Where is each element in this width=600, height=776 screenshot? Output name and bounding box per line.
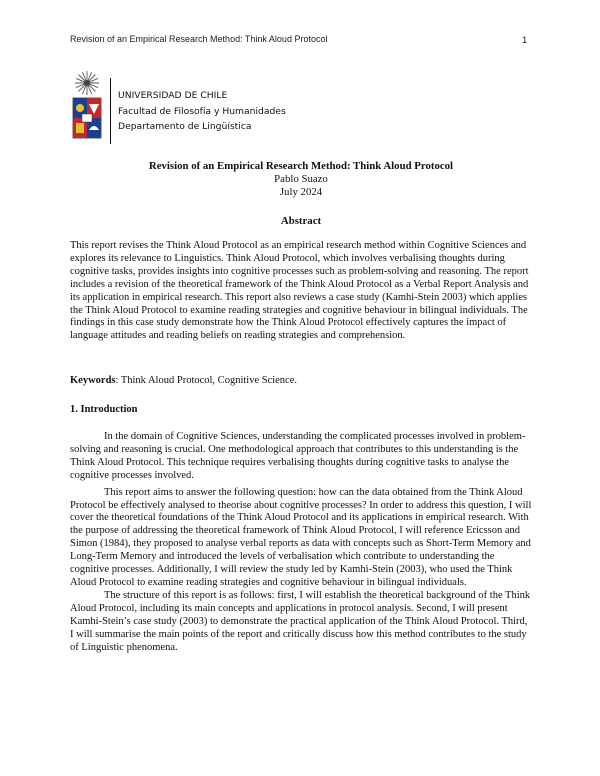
institution-block [118, 88, 286, 135]
author-name: Pablo Suazo [274, 173, 328, 186]
faculty-name: Facultad de Filosofía y Humanidades [118, 105, 286, 117]
paper-date: July 2024 [279, 186, 323, 199]
paper-title: Revision of an Empirical Research Method: Think Aloud Protocol [148, 160, 454, 172]
title-block [70, 160, 532, 200]
department-name: Departamento de Lingüística [118, 121, 252, 133]
university-name: UNIVERSIDAD DE CHILE [118, 90, 228, 101]
abstract-text: This report revises the Think Aloud Protocol as an empirical research method within Cognitive Sciences and explores its relevance to Linguistics. Think Aloud Protocol, which involves verbalising thoughts during cognitive tasks, provides insights into cognitive processes such as problem-solving and reasoning. The report includes a revision of the theoretical framework of the Think Aloud Protocol as a Verbal Report Analysis and its application in empirical research. This report also reviews a case study (Kamhi-Stein 2003) which applies the Think Aloud Protocol to examine reading strategies and cognitive behaviour in bilingual individuals. The findings in this case study demonstrate how the Think Aloud Protocol effectively captures the impact of language attitudes and reading beliefs on reading strategies and comprehension. [70, 240, 529, 342]
keywords-text: : Think Aloud Protocol, Cognitive Science. [115, 375, 297, 386]
keywords [70, 375, 532, 386]
running-head: Revision of an Empirical Research Method: Think Aloud Protocol [70, 34, 328, 44]
keywords-label: Keywords [70, 375, 116, 386]
paragraph: The structure of this report is as follows: first, I will establish the theoretical background of the Think Aloud Protocol, including its main concepts and applications in protocol analysis. Second, I will present Kamhi-Stein’s case study (2003) to demonstrate the practical application of the Think Aloud Protocol. Third, I will summarise the main points of the report and critically discuss how this method contributes to the study of Linguistic phenomena. [70, 589, 531, 653]
page-number: 1 [522, 35, 528, 46]
introduction-body [70, 431, 532, 654]
abstract-heading: Abstract [280, 215, 322, 227]
paragraph: In the domain of Cognitive Sciences, understanding the complicated processes involved in problem-solving and reasoning is crucial. One methodological approach that contributes to this understanding is the Think Aloud Protocol. This technique requires verbalising thoughts during cognitive tasks to analyse the cognitive processes involved. [70, 431, 526, 481]
section-heading: 1. Introduction [70, 404, 138, 415]
paragraph: This report aims to answer the following question: how can the data obtained from the Think Aloud Protocol be effectively analysed to theorise about cognitive processes? In order to address this question, I will cover the theoretical foundations of the Think Aloud Protocol and its applications in empirical research. With the purpose of addressing the theoretical framework of Think Aloud Protocol, I will reference Ericsson and Simon (1984), they proposed to analyse verbal reports as data with concepts such as Short-Term Memory and Long-Term Memory and introduced the levels of verbalisation which contribute to understanding the cognitive processes. Additionally, I will review the study led by Kamhi-Stein (2003), who used the Think Aloud Protocol to examine reading strategies and cognitive behaviour in bilingual individuals. [70, 486, 532, 588]
university-crest-icon [70, 70, 104, 144]
header-divider [110, 78, 111, 144]
